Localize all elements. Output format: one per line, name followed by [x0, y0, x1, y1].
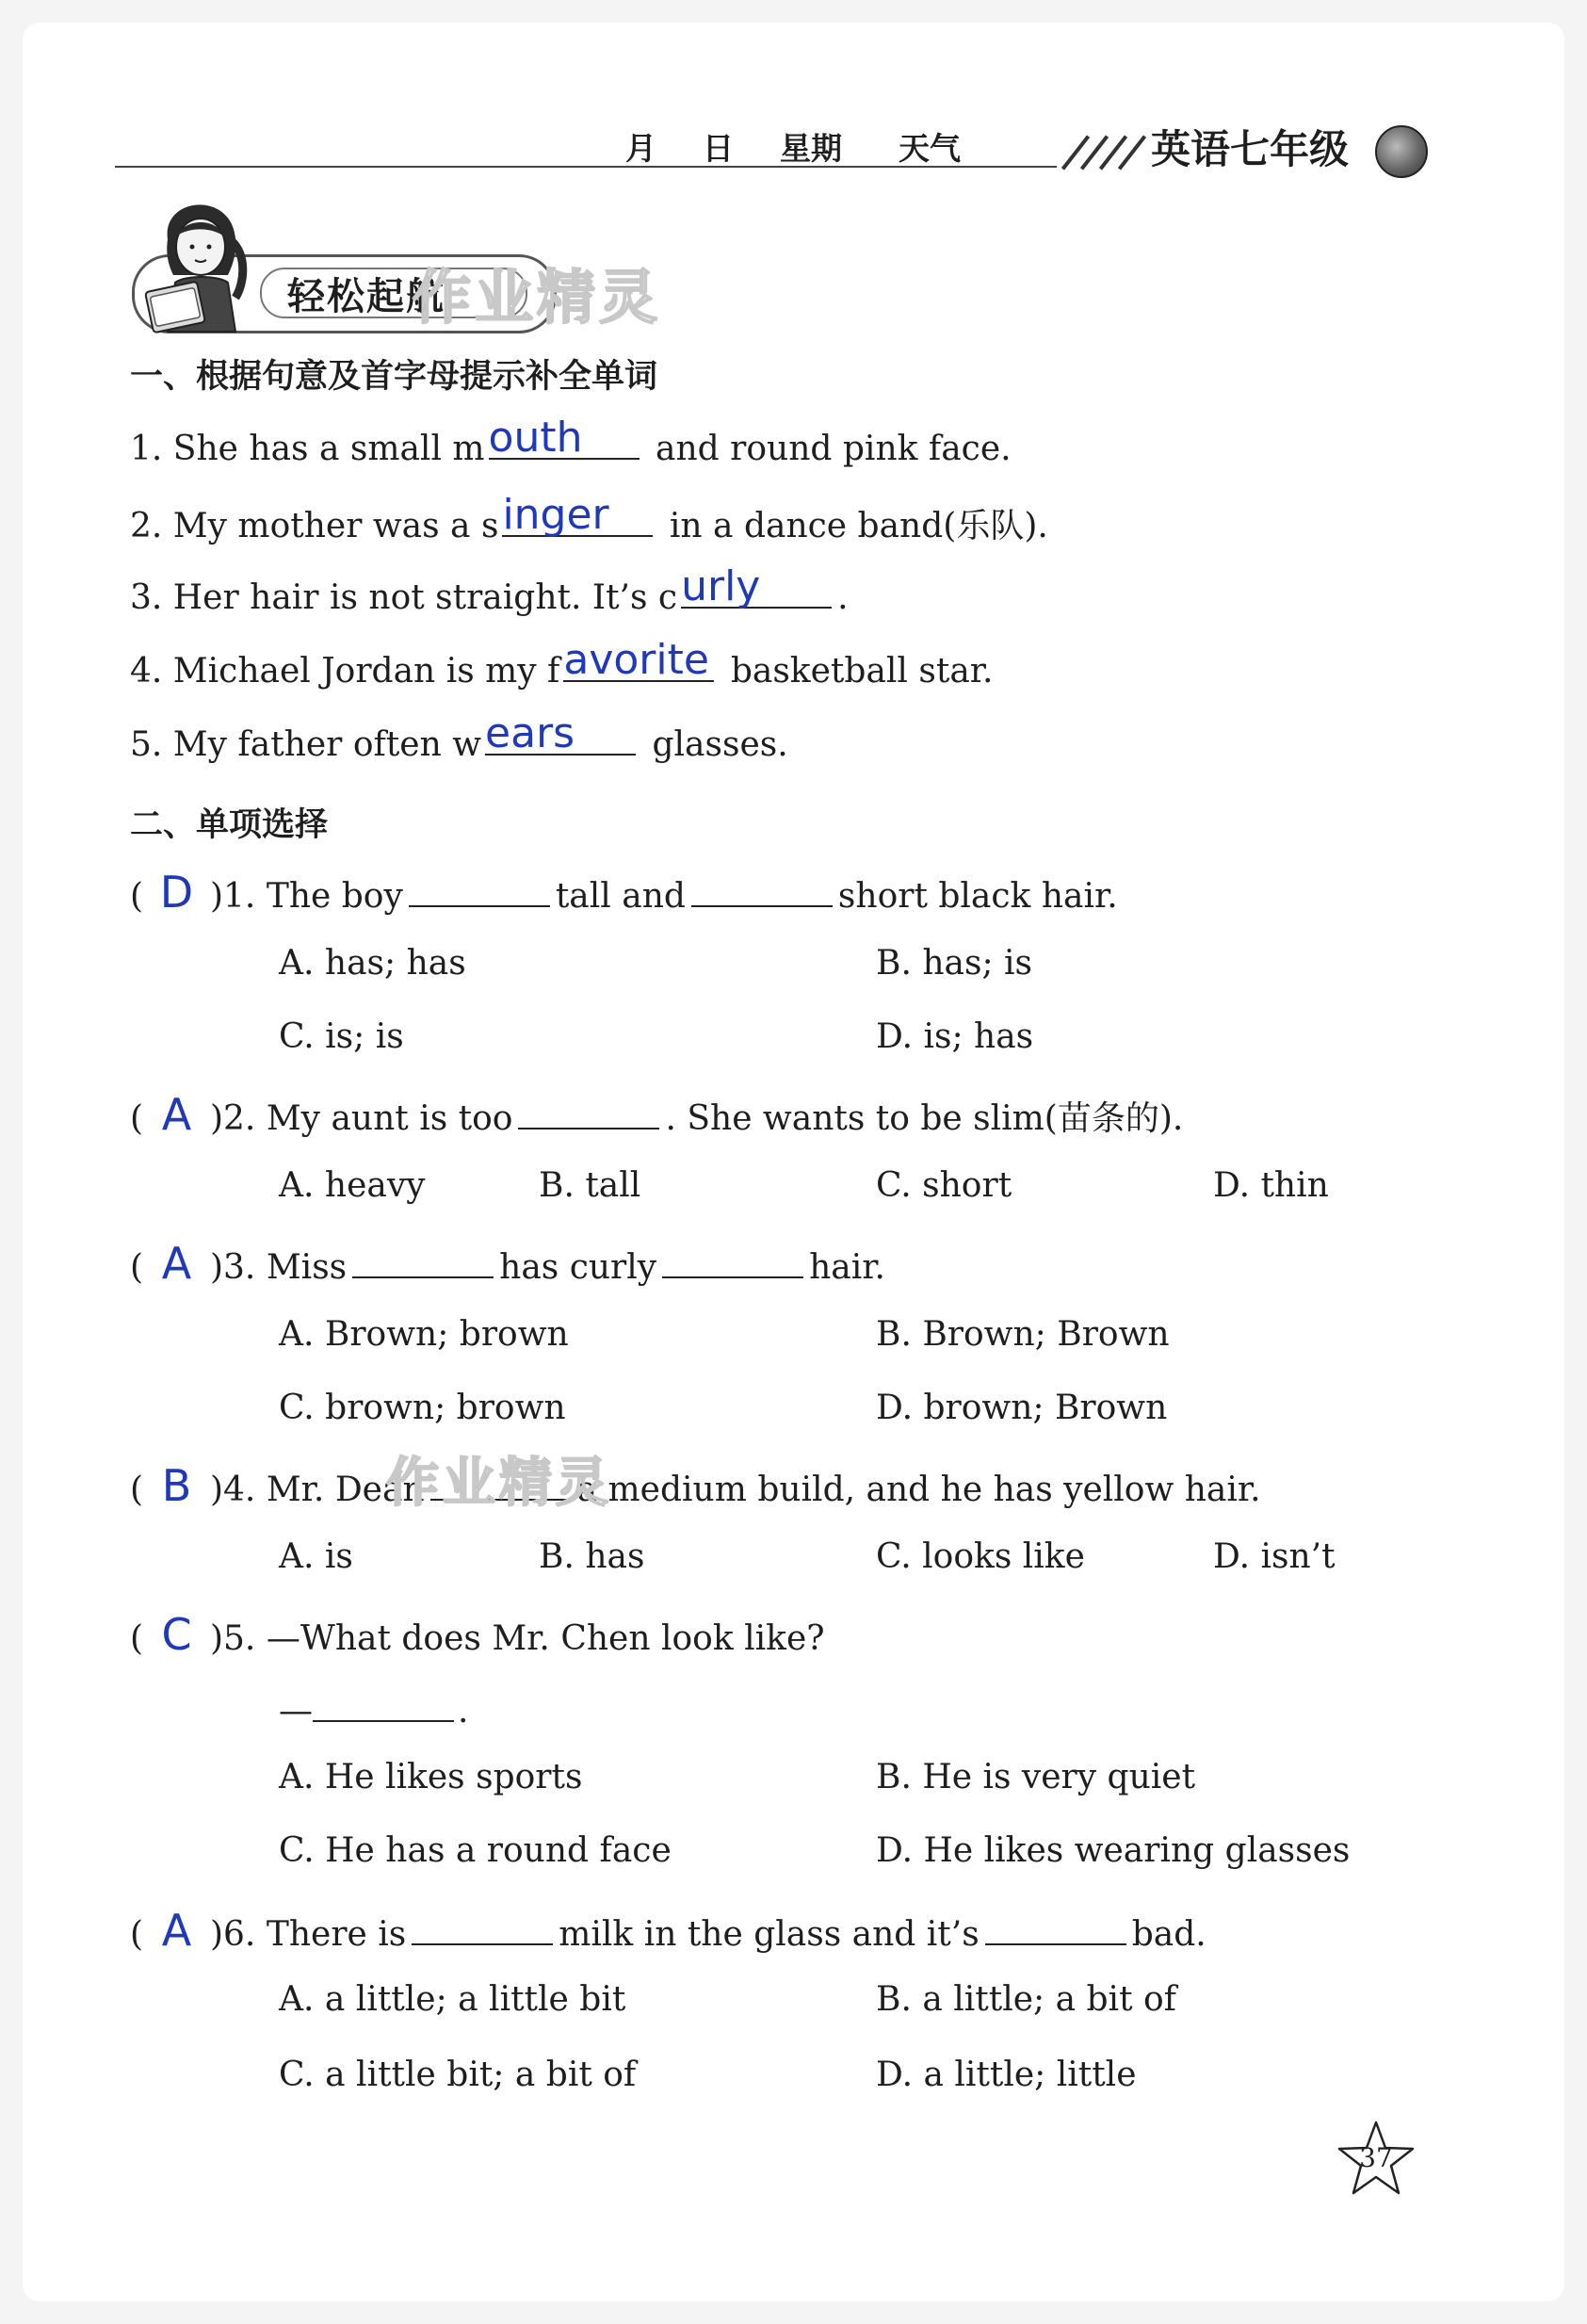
mc-question-2: [130, 1089, 1183, 1140]
question-text: hair.: [809, 1248, 885, 1287]
option-a[interactable]: A. has; has: [279, 944, 466, 983]
reply-line: [279, 1686, 468, 1731]
fill-item-text: and round pink face.: [656, 430, 1012, 468]
handwritten-answer: A: [161, 1238, 192, 1289]
fill-item-text: 5. My father often w: [130, 725, 482, 764]
option-d[interactable]: D. thin: [1213, 1166, 1329, 1205]
option-b[interactable]: B. tall: [539, 1166, 641, 1205]
question-number: )5.: [209, 1619, 256, 1658]
handwritten-fill: outh: [488, 414, 583, 462]
fill-item-text: glasses.: [652, 725, 788, 764]
fill-item-text: in a dance band(乐队).: [669, 507, 1048, 545]
answer-blank[interactable]: [681, 562, 832, 610]
answer-blank[interactable]: [502, 491, 653, 539]
option-a[interactable]: A. Brown; brown: [279, 1315, 569, 1354]
answer-blank[interactable]: [662, 1243, 803, 1278]
question-number: )1.: [209, 877, 256, 916]
handwritten-answer: C: [161, 1609, 192, 1660]
option-a[interactable]: A. heavy: [279, 1166, 426, 1205]
question-text: My aunt is too: [266, 1099, 513, 1138]
option-d[interactable]: D. a little; little: [876, 2056, 1137, 2094]
option-d[interactable]: D. isn’t: [1213, 1537, 1336, 1576]
watermark-text: 作业精灵: [413, 263, 662, 332]
answer-blank[interactable]: [412, 1910, 553, 1945]
answer-blank[interactable]: [691, 871, 833, 907]
mc-question-1: [130, 867, 1118, 918]
option-d[interactable]: D. is; has: [876, 1017, 1034, 1056]
paren-open: (: [130, 1619, 144, 1658]
fill-item-2: [130, 491, 1048, 547]
fill-item-text: 4. Michael Jordan is my f: [130, 652, 560, 691]
reply-dash: —: [279, 1692, 313, 1731]
option-b[interactable]: B. Brown; Brown: [876, 1315, 1170, 1354]
mc-question-3: [130, 1238, 885, 1289]
answer-blank[interactable]: [985, 1910, 1126, 1945]
question-text: short black hair.: [837, 877, 1118, 916]
question-text: Mr. Dean: [266, 1471, 425, 1509]
paren-open: (: [130, 877, 144, 916]
answer-blank[interactable]: [313, 1686, 454, 1722]
answer-blank[interactable]: [352, 1243, 494, 1278]
header-weekday: 星期: [780, 130, 842, 167]
question-text: bad.: [1131, 1915, 1206, 1954]
handwritten-answer: D: [159, 867, 194, 918]
option-a[interactable]: A. is: [279, 1537, 353, 1576]
page-number: 37: [1359, 2142, 1393, 2173]
part2-heading: 二、单项选择: [130, 806, 329, 844]
fill-item-text: basketball star.: [730, 652, 994, 691]
option-a[interactable]: A. He likes sports: [279, 1758, 583, 1796]
option-c[interactable]: C. looks like: [876, 1537, 1085, 1576]
girl-reading-icon: [130, 185, 271, 335]
header-subject: 英语七年级: [1151, 126, 1350, 172]
option-c[interactable]: C. is; is: [279, 1017, 404, 1056]
paren-open: (: [130, 1915, 144, 1954]
mc-question-4: [130, 1460, 1261, 1511]
fill-item-text: 1. She has a small m: [130, 430, 485, 468]
question-text: The boy: [266, 877, 403, 916]
question-text: has curly: [499, 1248, 657, 1287]
option-b[interactable]: B. has; is: [876, 944, 1033, 983]
question-text: —What does Mr. Chen look like?: [266, 1619, 825, 1658]
option-c[interactable]: C. He has a round face: [279, 1831, 672, 1870]
question-number: )4.: [209, 1471, 256, 1509]
option-c[interactable]: C. a little bit; a bit of: [279, 2056, 637, 2094]
handwritten-answer: A: [161, 1089, 192, 1140]
watermark-text: 作业精灵: [386, 1453, 612, 1514]
question-text: There is: [266, 1915, 407, 1954]
answer-blank[interactable]: [563, 636, 714, 684]
answer-blank[interactable]: [409, 871, 550, 907]
fill-item-4: [130, 636, 994, 691]
answer-blank[interactable]: [485, 709, 636, 757]
question-text: tall and: [555, 877, 686, 916]
question-text: . She wants to be slim(苗条的).: [665, 1099, 1184, 1138]
option-d[interactable]: D. brown; Brown: [876, 1389, 1168, 1427]
handwritten-answer: A: [161, 1905, 192, 1956]
option-c[interactable]: C. short: [876, 1166, 1012, 1205]
section-banner-title: 轻松起航: [287, 275, 445, 318]
reply-period: .: [458, 1692, 469, 1731]
answer-blank[interactable]: [488, 414, 640, 462]
question-text: a medium build, and he has yellow hair.: [576, 1471, 1261, 1509]
answer-blank[interactable]: [518, 1094, 659, 1129]
paren-open: (: [130, 1248, 144, 1287]
mc-question-5: [130, 1609, 825, 1660]
fill-item-3: [130, 562, 849, 617]
handwritten-fill: inger: [502, 491, 609, 539]
part1-heading: 一、根据句意及首字母提示补全单词: [130, 358, 658, 396]
paren-open: (: [130, 1099, 144, 1138]
question-text: Miss: [266, 1248, 348, 1287]
fill-item-5: [130, 709, 788, 764]
handwritten-fill: avorite: [563, 636, 709, 684]
header-month: 月: [625, 130, 656, 167]
question-text: milk in the glass and it’s: [559, 1915, 980, 1954]
header-day: 日: [703, 130, 734, 167]
handwritten-answer: B: [161, 1460, 192, 1511]
question-number: )3.: [209, 1248, 256, 1287]
option-a[interactable]: A. a little; a little bit: [279, 1980, 626, 2019]
option-b[interactable]: B. has: [539, 1537, 645, 1576]
handwritten-fill: ears: [485, 709, 575, 757]
fill-item-text: 2. My mother was a s: [130, 507, 499, 545]
header-disc-icon: [1375, 125, 1428, 178]
option-c[interactable]: C. brown; brown: [279, 1389, 566, 1427]
fill-item-text: .: [837, 578, 849, 617]
fill-item-1: [130, 414, 1012, 468]
option-b[interactable]: B. He is very quiet: [876, 1758, 1196, 1796]
mc-question-6: [130, 1905, 1206, 1956]
paren-open: (: [130, 1471, 144, 1509]
question-number: )6.: [209, 1915, 256, 1954]
option-d[interactable]: D. He likes wearing glasses: [876, 1831, 1351, 1870]
option-b[interactable]: B. a little; a bit of: [876, 1980, 1176, 2019]
header-weather: 天气: [899, 130, 961, 167]
handwritten-fill: urly: [681, 562, 761, 610]
fill-item-text: 3. Her hair is not straight. It’s c: [130, 578, 678, 617]
question-number: )2.: [209, 1099, 256, 1138]
